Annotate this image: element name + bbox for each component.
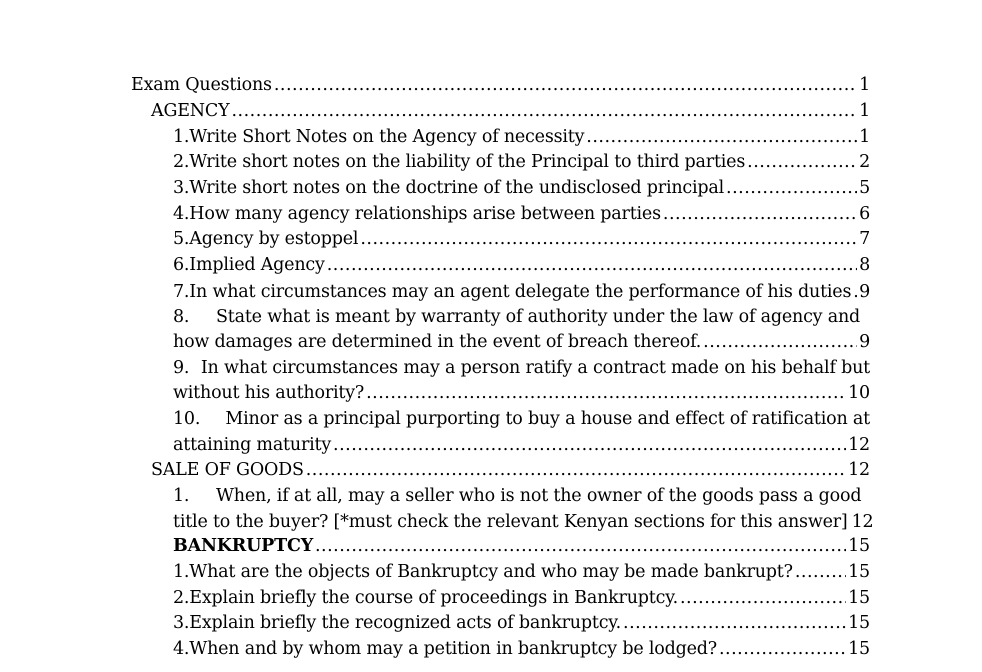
toc-entry-label: SALE OF GOODS [151,460,304,480]
toc-entry-label: What are the objects of Bankruptcy and who may be made bankrupt? [189,562,793,582]
dot-leader [703,330,857,354]
toc-page-number: 9 [859,282,870,302]
toc-entry-label: Write short notes on the liability of the Principal to third parties [189,152,746,172]
toc-entry-label-continued: attaining maturity [173,435,332,455]
toc-page-number: 15 [848,588,870,608]
dot-leader [680,586,846,610]
toc-entry-number: 6. [173,255,190,275]
toc-page-number: 12 [851,512,874,532]
toc-entry-bankruptcy[interactable] [173,534,870,558]
toc-entry-label: BANKRUPTCY [173,536,313,556]
toc-entry-sale-1[interactable] [173,484,870,508]
toc-page-number: 12 [848,460,870,480]
toc-entry-label: Implied Agency [189,255,325,275]
dot-leader [333,433,846,457]
toc-page-number: 6 [859,204,870,224]
toc-entry-agency-6[interactable] [173,253,870,277]
toc-page-number: 2 [859,152,870,172]
toc-entry-agency-5[interactable] [173,227,870,251]
toc-entry-number: 1. [173,562,190,582]
dot-leader [719,637,846,661]
toc-page-number: 8 [859,255,870,275]
toc-entry-exam-questions[interactable] [131,73,870,97]
toc-page-number: 7 [859,229,870,249]
toc-entry-label: Minor as a principal purporting to buy a house and effect of ratification at [225,409,870,429]
toc-page-number: 15 [848,562,870,582]
toc-page-number: 5 [859,178,870,198]
toc-page-number: 12 [848,435,870,455]
toc-entry-label: Write short notes on the doctrine of the undisclosed principal [189,178,725,198]
toc-entry-number: 1. [173,486,190,506]
toc-entry-label: How many agency relationships arise between parties [189,204,661,224]
toc-entry-sale-of-goods[interactable] [151,458,870,482]
toc-entry-label-continued: without his authority? [173,383,365,403]
toc-entry-number: 9. [173,358,190,378]
toc-entry-label: In what circumstances may an agent delegate the performance of his duties [189,282,852,302]
toc-page-number: 10 [848,383,870,403]
toc-entry-agency-3[interactable] [173,176,870,200]
toc-entry-number: 4. [173,204,190,224]
toc-entry-agency-10-continued[interactable] [173,433,870,457]
toc-entry-number: 10. [173,409,201,429]
toc-entry-agency-9[interactable] [173,356,870,380]
dot-leader [306,458,846,482]
dot-leader [726,176,857,200]
toc-entry-label: When, if at all, may a seller who is not the owner of the goods pass a good [216,486,862,506]
toc-entry-label: When and by whom may a petition in bankruptcy be lodged? [189,639,717,659]
dot-leader [586,125,857,149]
toc-entry-label: Explain briefly the course of proceedings in Bankruptcy. [189,588,678,608]
toc-page-number: 15 [848,613,870,633]
toc-entry-label: Write Short Notes on the Agency of necessity [189,127,585,147]
toc-entry-number: 7. [173,282,190,302]
dot-leader [231,99,857,123]
toc-entry-bankruptcy-4[interactable] [173,637,870,661]
dot-leader [360,227,857,251]
toc-entry-label: State what is meant by warranty of authority under the law of agency and [216,307,861,327]
toc-entry-bankruptcy-3[interactable] [173,611,870,635]
toc-page-number: 15 [848,536,870,556]
toc-entry-label: AGENCY [151,101,230,121]
dot-leader [747,150,857,174]
toc-page-number: 1 [859,127,870,147]
toc-entry-label: Explain briefly the recognized acts of bankruptcy. [189,613,622,633]
toc-entry-sale-1-continued[interactable] [173,510,874,534]
dot-leader [315,534,846,558]
toc-entry-agency-10[interactable] [173,407,870,431]
toc-entry-agency-4[interactable] [173,202,870,226]
dot-leader [366,381,846,405]
toc-entry-number: 2. [173,152,190,172]
toc-entry-number: 2. [173,588,190,608]
toc-entry-agency-2[interactable] [173,150,870,174]
toc-entry-label: Agency by estoppel [189,229,359,249]
toc-entry-bankruptcy-1[interactable] [173,560,870,584]
dot-leader [327,253,857,277]
dot-leader [274,73,857,97]
toc-page-number: 1 [859,101,870,121]
toc-entry-agency-8-continued[interactable] [173,330,870,354]
dot-leader [795,560,846,584]
toc-page-number: 9 [859,332,870,352]
toc-entry-agency-9-continued[interactable] [173,381,870,405]
toc-entry-label: Exam Questions [131,75,272,95]
toc-entry-number: 5. [173,229,190,249]
dot-leader [623,611,846,635]
dot-leader [853,280,857,304]
toc-entry-number: 3. [173,178,190,198]
toc-page-number: 15 [848,639,870,659]
toc-entry-number: 3. [173,613,190,633]
toc-entry-label: In what circumstances may a person ratify a contract made on his behalf but [200,358,870,378]
toc-entry-label-continued: how damages are determined in the event of breach thereof. [173,332,702,352]
toc-entry-bankruptcy-2[interactable] [173,586,870,610]
toc-entry-agency-7[interactable] [173,280,870,304]
toc-entry-agency[interactable] [151,99,870,123]
toc-entry-number: 4. [173,639,190,659]
toc-entry-agency-1[interactable] [173,125,870,149]
toc-page-number: 1 [859,75,870,95]
dot-leader [663,202,857,226]
toc-entry-number: 1. [173,127,190,147]
toc-entry-agency-8[interactable] [173,305,870,329]
toc-entry-label-continued: title to the buyer? [*must check the relevant Kenyan sections for this answer] [173,512,848,532]
toc-entry-number: 8. [173,307,190,327]
